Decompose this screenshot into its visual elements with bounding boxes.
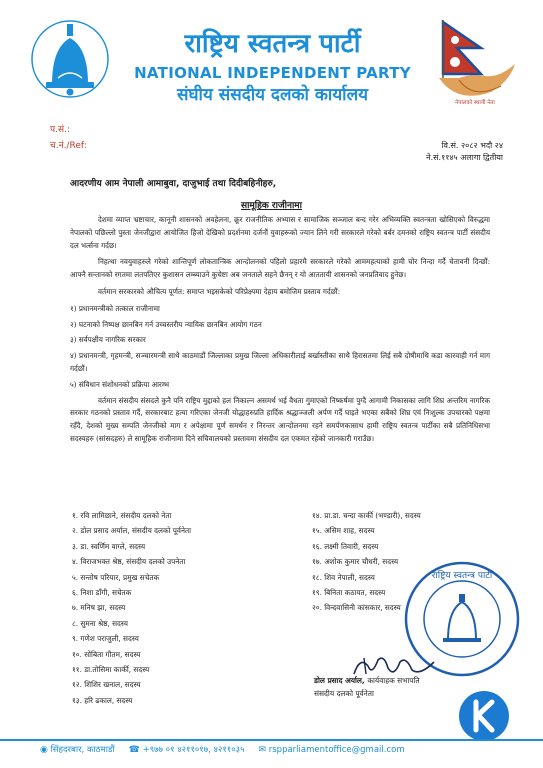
paragraph-4: वर्तमान संसदीय संसदले कुनै पनि राष्ट्रिय मुद्दाको हल निकाल्न असमर्थ भई वैधता गुमाएको निष्कर्षमा पुग्दै आगामी निकासका लागि शिघ्र अन्तरिम नागरिक सरकार गठनको प्रस्ताव गर्दै, सरकारबाट हत्या गरिएका जेनजी योद्धाहरुप्रति हार्दिक श्रद्धाञ्जली अर्पण गर्दै घाइते भएका सबैको शिघ्र एवं निःशुल्क उपचारको पक्षमा रहँदै, देशको मुख्य सम्पति जेनजीको माग र अपेक्षामा पूर्ण समर्थन र निरन्तर आन्दोलनमा रहने समर्पणकासाथ हामी राष्ट्रिय स्वतन्त्र पार्टीका सबै प्रतिनिधिसभा सदस्यहरु (सांसदहरु) ले सामूहिक राजीनामा दिने सचिवालयको प्रस्तावमा संसदीय दल एकमत रहेको जानकारी गराउँछ। xyxy=(70,395,490,443)
party-title-nepali: राष्ट्रिय स्वतन्त्र पार्टी xyxy=(184,29,361,59)
signatory-name xyxy=(314,676,420,686)
proposal-item: ४) प्रधानमन्त्री, गृहमन्त्री, सञ्चारमन्त्री साथै काठमाडौं जिल्लाका प्रमुख जिल्ला अधिकारीलाई बर्खास्तीका साथै हिरासतमा लिई सबै दोषीमाथि कडा कारवाही गर्न माग गर्दछौं। xyxy=(70,351,490,373)
member-item: ४. विराजभक्त श्रेष्ठ, संसदीय दलको उपनेता xyxy=(72,557,186,567)
proposal-item: ५) संविधान संशोधनको प्रक्रिया आरम्भ xyxy=(70,379,170,389)
member-item: १०. सोबिता गौतम, सदस्य xyxy=(72,649,141,659)
paragraph-3: वर्तमान सरकारको औचित्य पूर्णत: समाप्त भइसकेको परिप्रेक्ष्यमा देहाय बमोजिम प्रस्ताव गर्दछौं: xyxy=(98,286,341,296)
member-item: ८. सुमना श्रेष्ठ, सदस्य xyxy=(72,618,128,628)
member-item: ६. निशा डाँगी, सचेतक xyxy=(72,588,132,598)
signatory-title: संसदीय दलको पूर्वनेता xyxy=(314,689,374,698)
nepal-flag-emblem xyxy=(429,18,521,108)
party-bell-logo xyxy=(30,18,110,100)
member-item: २. डोल प्रसाद अर्याल, संसदीय दलको पूर्वनेता xyxy=(72,526,192,536)
ref-number-label: प.सं.: xyxy=(50,125,70,135)
member-item: ७. मनिष झा, सदस्य xyxy=(72,603,126,613)
paragraph-2: निहत्था नवयुवाहरुले गरेको शान्तिपूर्ण लोकतान्त्रिक आन्दोलनको पहिलो प्रहारमै सरकारले गरेको आममहत्याको हामी घोर निन्दा गर्दै चेतावनी दिन्छौं: आफ्नै सन्तानको रगतमा लतपतिएर कुशासन लम्ब्याउने कुचेष्टा अब जनताले सहने छैनन् र यो आततायी शासनको जनप्रतिवाद हुनेछ। xyxy=(70,257,490,280)
footer-address-text: सिंहदरबार, काठमाडौं xyxy=(50,745,115,755)
member-item: ५. सन्तोष परियार, प्रमुख सचेतक xyxy=(72,572,160,582)
proposal-item: १) प्रधानमन्त्रीको तत्काल राजीनामा xyxy=(70,303,160,313)
footer-address xyxy=(40,744,115,755)
member-item: २०. विन्दवासिनी कांसकार, सदस्य xyxy=(312,603,401,613)
signatory-role: कार्यवाहक सभापति xyxy=(367,676,420,685)
flag-caption: नेपालको स्थायी नेता xyxy=(455,100,495,106)
member-item: १४. प्रा.डा. चन्दा कार्की (भण्डारी), सदस्य xyxy=(312,511,421,520)
document-title: सामूहिक राजीनामा xyxy=(240,201,302,211)
member-item: १८. शिव नेपाली, सदस्य xyxy=(312,572,375,582)
date-ns: ने.सं.११४५ अलागा द्वितीया xyxy=(426,153,503,162)
member-item: १२. शिशिर खनाल, सदस्य xyxy=(72,680,141,690)
proposal-list xyxy=(70,303,490,392)
footer xyxy=(40,744,520,755)
members-list-left xyxy=(72,508,292,708)
party-title-english: NATIONAL INDEPENDENT PARTY xyxy=(134,64,411,82)
paragraph-1: देशमा व्याप्त भ्रष्टाचार, कानूनी शासनको अवहेलना, क्रूर राजनीतिक अभ्यास र सामाजिक सञ्जाल बन्द गरेर अभिव्यक्ति स्वतन्त्रता खोसिएको विरुद्धमा नेपालको पछिल्लो पुस्ता जेनजीद्वारा आयोजित हिजो देखिको प्रदर्शनमा दर्जनौं युवाहरूको ज्यान लिने गरी सरकारले गरेको बर्बर दमनको राष्ट्रिय स्वतन्त्र पार्टी संसदीय दल भर्त्सना गर्दछ। xyxy=(70,215,490,250)
k-watermark-logo xyxy=(458,690,510,742)
member-item: १६. लक्ष्मी तिवारी, सदस्य xyxy=(312,541,379,551)
member-item: ११. डा.तोसिमा कार्की, सदस्य xyxy=(72,665,150,675)
letter-body xyxy=(70,214,490,450)
proposal-item: ३) सर्वपक्षीय नागरिक सरकार xyxy=(70,335,146,345)
member-item: १९. बिनिता कठायत, सदस्य xyxy=(312,588,386,598)
proposal-item: २) घटनाको निष्पक्ष छानबिन गर्न उच्चस्तरीय न्यायिक छानबिन आयोग गठन xyxy=(70,319,262,329)
footer-phone xyxy=(129,744,245,755)
phone-icon: ☎ xyxy=(128,745,140,755)
member-item: १३. हरि ढकाल, सदस्य xyxy=(72,695,133,705)
member-item: ९. गणेश पराजुली, सदस्य xyxy=(72,634,139,644)
member-item: ३. डा. स्वर्णिम वाग्ले, सदस्य xyxy=(72,541,146,551)
office-title: संघीय संसदीय दलको कार्यालय xyxy=(177,85,368,105)
footer-email xyxy=(259,745,405,755)
member-item: १७. अशोक कुमार चौधरी, सदस्य xyxy=(312,557,399,567)
footer-email-text: rspparliamentoffice@gmail.com xyxy=(268,744,405,755)
footer-phone-text: +९७७ ०१ ४२११०१७, ४२११०३५ xyxy=(142,745,245,755)
dispatch-number-label: च.नं./Ref: xyxy=(50,141,87,151)
signatory-name-text: डोल प्रसाद अर्याल, xyxy=(314,676,365,685)
member-item: १५. असिम शाह, सदस्य xyxy=(312,526,375,536)
date-bs: वि.सं. २०८२ भदौ २४ xyxy=(441,141,503,150)
footer-divider xyxy=(0,739,543,741)
member-item: १. रवि लामिछाने, संसदीय दलको नेता xyxy=(72,511,172,520)
email-icon: ✉ xyxy=(258,744,267,755)
salutation: आदरणीय आम नेपाली आमाबुवा, दाजुभाई तथा दिदीबहिनीहरु, xyxy=(70,179,277,189)
location-pin-icon: ◉ xyxy=(40,745,48,755)
seal-text: राष्ट्रिय स्वतन्त्र पार्टी xyxy=(431,571,493,581)
